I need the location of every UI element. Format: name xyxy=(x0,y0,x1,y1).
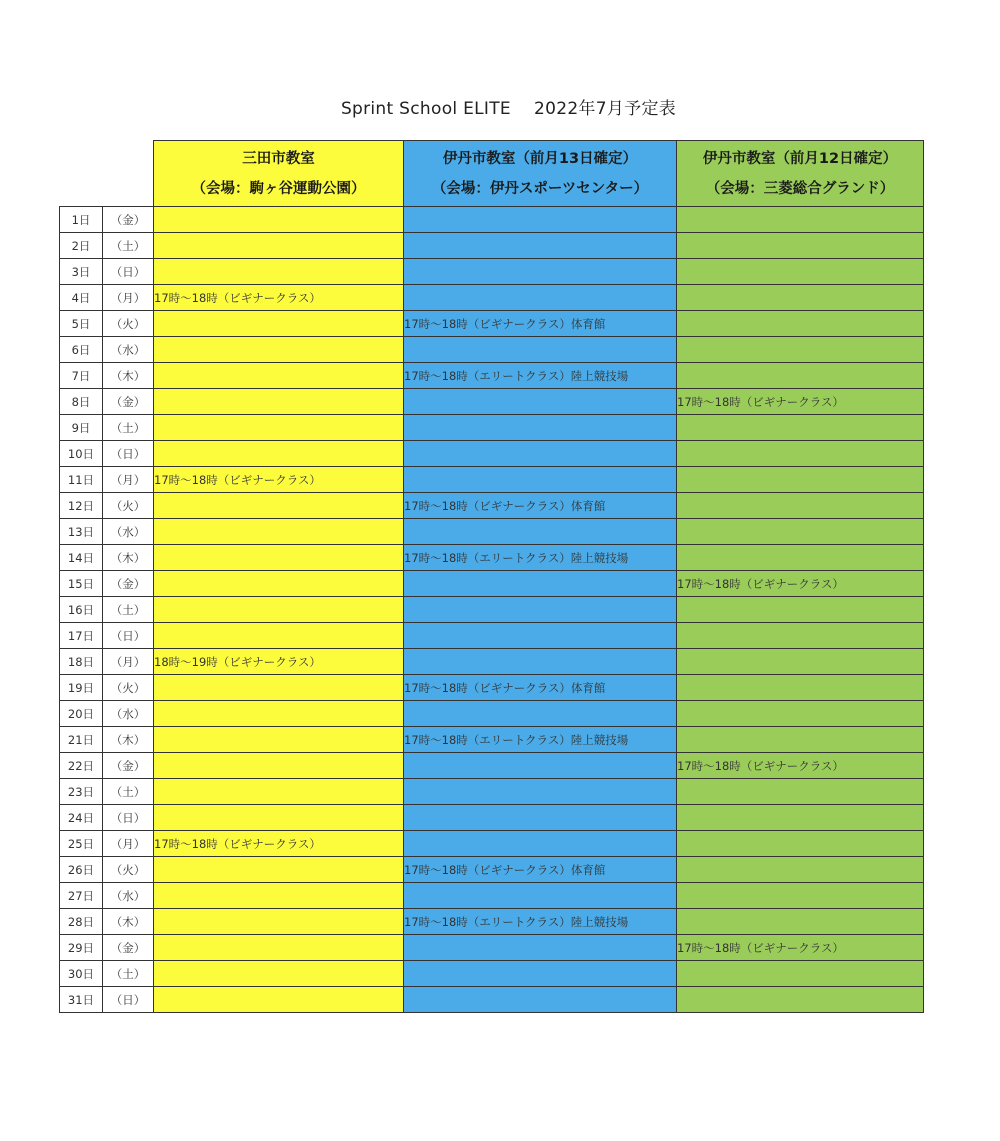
weekday-cell: （水） xyxy=(103,883,154,909)
schedule-cell xyxy=(677,623,924,649)
schedule-cell xyxy=(404,207,677,233)
weekday-cell: （日） xyxy=(103,259,154,285)
day-cell: 1日 xyxy=(60,207,103,233)
day-cell: 10日 xyxy=(60,441,103,467)
schedule-cell xyxy=(154,415,404,441)
day-cell: 11日 xyxy=(60,467,103,493)
schedule-cell xyxy=(404,779,677,805)
schedule-cell xyxy=(677,519,924,545)
table-row xyxy=(60,961,924,987)
day-cell: 16日 xyxy=(60,597,103,623)
day-cell: 3日 xyxy=(60,259,103,285)
day-cell: 13日 xyxy=(60,519,103,545)
schedule-cell xyxy=(677,649,924,675)
schedule-cell xyxy=(154,337,404,363)
schedule-cell: 17時～18時（ビギナークラス） xyxy=(154,285,404,311)
schedule-cell xyxy=(404,649,677,675)
day-cell: 7日 xyxy=(60,363,103,389)
day-cell: 29日 xyxy=(60,935,103,961)
schedule-cell xyxy=(154,545,404,571)
header-itami-12-name: 伊丹市教室（前月12日確定） xyxy=(702,150,898,167)
schedule-cell xyxy=(154,441,404,467)
table-row xyxy=(60,363,924,389)
weekday-cell: （水） xyxy=(103,337,154,363)
weekday-cell: （金） xyxy=(103,389,154,415)
table-row xyxy=(60,649,924,675)
weekday-cell: （土） xyxy=(103,597,154,623)
schedule-cell: 17時～18時（ビギナークラス）体育館 xyxy=(404,857,677,883)
schedule-cell xyxy=(404,597,677,623)
schedule-cell: 17時～18時（エリートクラス）陸上競技場 xyxy=(404,545,677,571)
table-row xyxy=(60,285,924,311)
schedule-cell xyxy=(404,389,677,415)
schedule-cell xyxy=(677,727,924,753)
schedule-cell xyxy=(404,259,677,285)
weekday-cell: （土） xyxy=(103,415,154,441)
table-row xyxy=(60,415,924,441)
day-cell: 17日 xyxy=(60,623,103,649)
weekday-cell: （日） xyxy=(103,441,154,467)
table-row xyxy=(60,207,924,233)
schedule-cell: 17時～18時（ビギナークラス） xyxy=(677,753,924,779)
schedule-cell xyxy=(154,805,404,831)
schedule-cell: 17時～18時（エリートクラス）陸上競技場 xyxy=(404,727,677,753)
schedule-cell xyxy=(404,987,677,1013)
schedule-cell: 17時～18時（ビギナークラス）体育館 xyxy=(404,675,677,701)
table-row xyxy=(60,935,924,961)
schedule-cell xyxy=(154,623,404,649)
schedule-cell xyxy=(154,207,404,233)
schedule-cell xyxy=(154,363,404,389)
table-row xyxy=(60,545,924,571)
schedule-table xyxy=(59,140,924,1013)
table-row xyxy=(60,337,924,363)
table-row xyxy=(60,909,924,935)
table-row xyxy=(60,753,924,779)
day-cell: 15日 xyxy=(60,571,103,597)
table-row xyxy=(60,493,924,519)
weekday-cell: （金） xyxy=(103,935,154,961)
schedule-cell xyxy=(404,233,677,259)
schedule-cell xyxy=(677,987,924,1013)
table-row xyxy=(60,233,924,259)
weekday-cell: （火） xyxy=(103,311,154,337)
schedule-cell xyxy=(677,363,924,389)
schedule-cell xyxy=(154,727,404,753)
table-row xyxy=(60,675,924,701)
schedule-cell xyxy=(404,935,677,961)
day-cell: 30日 xyxy=(60,961,103,987)
table-row xyxy=(60,571,924,597)
schedule-cell xyxy=(677,779,924,805)
schedule-cell xyxy=(677,259,924,285)
schedule-cell xyxy=(677,831,924,857)
weekday-cell: （金） xyxy=(103,753,154,779)
header-sanda-classroom xyxy=(154,141,404,207)
schedule-cell xyxy=(404,701,677,727)
schedule-cell: 17時～18時（ビギナークラス） xyxy=(677,935,924,961)
schedule-cell xyxy=(154,753,404,779)
day-cell: 2日 xyxy=(60,233,103,259)
weekday-cell: （土） xyxy=(103,961,154,987)
table-row xyxy=(60,857,924,883)
schedule-cell xyxy=(404,805,677,831)
table-row xyxy=(60,519,924,545)
schedule-cell xyxy=(154,857,404,883)
schedule-cell xyxy=(677,597,924,623)
schedule-cell xyxy=(677,467,924,493)
day-cell: 9日 xyxy=(60,415,103,441)
schedule-cell xyxy=(154,883,404,909)
weekday-cell: （金） xyxy=(103,571,154,597)
schedule-cell xyxy=(404,441,677,467)
schedule-cell: 17時～18時（ビギナークラス）体育館 xyxy=(404,493,677,519)
schedule-cell xyxy=(677,233,924,259)
schedule-cell xyxy=(677,701,924,727)
table-row xyxy=(60,727,924,753)
day-cell: 20日 xyxy=(60,701,103,727)
schedule-cell xyxy=(154,909,404,935)
schedule-cell xyxy=(404,753,677,779)
schedule-cell xyxy=(154,493,404,519)
day-cell: 8日 xyxy=(60,389,103,415)
schedule-cell: 17時～18時（ビギナークラス） xyxy=(154,467,404,493)
day-cell: 5日 xyxy=(60,311,103,337)
schedule-cell xyxy=(677,883,924,909)
table-row xyxy=(60,441,924,467)
header-sanda-name: 三田市教室 xyxy=(242,150,315,167)
schedule-cell xyxy=(677,909,924,935)
day-cell: 31日 xyxy=(60,987,103,1013)
schedule-cell: 17時～18時（ビギナークラス） xyxy=(677,389,924,415)
header-itami-12-classroom xyxy=(677,141,924,207)
day-cell: 28日 xyxy=(60,909,103,935)
weekday-cell: （火） xyxy=(103,857,154,883)
schedule-cell: 18時～19時（ビギナークラス） xyxy=(154,649,404,675)
weekday-cell: （火） xyxy=(103,675,154,701)
schedule-cell xyxy=(404,831,677,857)
schedule-cell xyxy=(154,701,404,727)
header-itami-13-classroom xyxy=(404,141,677,207)
schedule-cell xyxy=(154,311,404,337)
day-cell: 14日 xyxy=(60,545,103,571)
weekday-cell: （金） xyxy=(103,207,154,233)
weekday-cell: （土） xyxy=(103,233,154,259)
schedule-cell xyxy=(154,779,404,805)
table-row xyxy=(60,987,924,1013)
schedule-cell xyxy=(154,935,404,961)
schedule-cell xyxy=(677,961,924,987)
schedule-cell xyxy=(154,675,404,701)
weekday-cell: （水） xyxy=(103,701,154,727)
header-row xyxy=(60,141,924,207)
day-cell: 23日 xyxy=(60,779,103,805)
schedule-cell xyxy=(404,415,677,441)
page-title: Sprint School ELITE 2022年7月予定表 xyxy=(340,99,677,119)
schedule-cell: 17時～18時（ビギナークラス）体育館 xyxy=(404,311,677,337)
schedule-cell xyxy=(154,233,404,259)
header-itami-12-venue: （会場：三菱総合グランド） xyxy=(705,180,895,197)
weekday-cell: （日） xyxy=(103,987,154,1013)
weekday-cell: （水） xyxy=(103,519,154,545)
table-row xyxy=(60,597,924,623)
schedule-cell xyxy=(404,883,677,909)
schedule-cell xyxy=(154,519,404,545)
schedule-cell xyxy=(677,805,924,831)
weekday-cell: （木） xyxy=(103,363,154,389)
header-blank xyxy=(60,141,154,207)
schedule-cell xyxy=(677,285,924,311)
weekday-cell: （木） xyxy=(103,545,154,571)
schedule-cell xyxy=(404,337,677,363)
schedule-cell: 17時～18時（ビギナークラス） xyxy=(154,831,404,857)
schedule-cell xyxy=(154,389,404,415)
day-cell: 26日 xyxy=(60,857,103,883)
schedule-cell xyxy=(404,961,677,987)
schedule-cell xyxy=(404,519,677,545)
schedule-cell: 17時～18時（エリートクラス）陸上競技場 xyxy=(404,363,677,389)
header-itami-13-venue: （会場：伊丹スポーツセンター） xyxy=(431,180,649,197)
weekday-cell: （日） xyxy=(103,805,154,831)
schedule-cell xyxy=(404,285,677,311)
weekday-cell: （月） xyxy=(103,649,154,675)
schedule-cell xyxy=(677,441,924,467)
day-cell: 19日 xyxy=(60,675,103,701)
schedule-cell xyxy=(677,545,924,571)
schedule-cell xyxy=(677,493,924,519)
weekday-cell: （木） xyxy=(103,727,154,753)
weekday-cell: （日） xyxy=(103,623,154,649)
table-row xyxy=(60,883,924,909)
schedule-cell: 17時～18時（エリートクラス）陸上競技場 xyxy=(404,909,677,935)
day-cell: 25日 xyxy=(60,831,103,857)
day-cell: 22日 xyxy=(60,753,103,779)
weekday-cell: （月） xyxy=(103,831,154,857)
table-row xyxy=(60,467,924,493)
header-sanda-venue: （会場：駒ヶ谷運動公園） xyxy=(191,180,366,197)
schedule-cell xyxy=(404,623,677,649)
weekday-cell: （月） xyxy=(103,285,154,311)
table-row xyxy=(60,779,924,805)
day-cell: 24日 xyxy=(60,805,103,831)
schedule-cell xyxy=(404,467,677,493)
table-row xyxy=(60,805,924,831)
day-cell: 6日 xyxy=(60,337,103,363)
table-row xyxy=(60,311,924,337)
schedule-cell xyxy=(677,415,924,441)
schedule-cell xyxy=(677,857,924,883)
schedule-cell xyxy=(677,675,924,701)
schedule-cell xyxy=(677,311,924,337)
weekday-cell: （土） xyxy=(103,779,154,805)
table-row xyxy=(60,701,924,727)
schedule-cell xyxy=(154,571,404,597)
schedule-cell: 17時～18時（ビギナークラス） xyxy=(677,571,924,597)
schedule-cell xyxy=(677,337,924,363)
schedule-cell xyxy=(154,259,404,285)
day-cell: 12日 xyxy=(60,493,103,519)
weekday-cell: （火） xyxy=(103,493,154,519)
table-row xyxy=(60,259,924,285)
day-cell: 18日 xyxy=(60,649,103,675)
table-row xyxy=(60,831,924,857)
day-cell: 27日 xyxy=(60,883,103,909)
table-row xyxy=(60,389,924,415)
schedule-cell xyxy=(154,597,404,623)
schedule-cell xyxy=(404,571,677,597)
schedule-cell xyxy=(154,961,404,987)
day-cell: 21日 xyxy=(60,727,103,753)
weekday-cell: （月） xyxy=(103,467,154,493)
schedule-cell xyxy=(677,207,924,233)
day-cell: 4日 xyxy=(60,285,103,311)
weekday-cell: （木） xyxy=(103,909,154,935)
header-itami-13-name: 伊丹市教室（前月13日確定） xyxy=(442,150,638,167)
schedule-cell xyxy=(154,987,404,1013)
table-row xyxy=(60,623,924,649)
